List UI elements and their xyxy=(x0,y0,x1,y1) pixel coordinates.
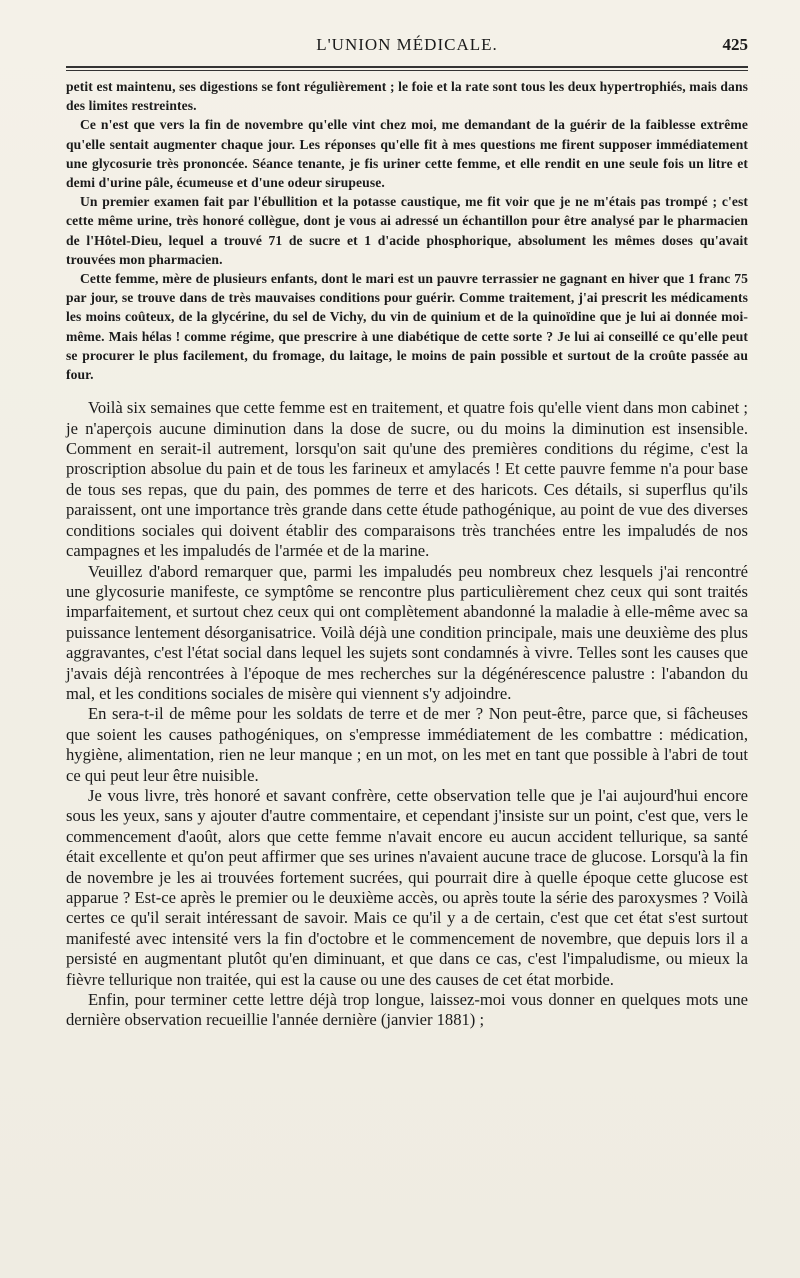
paragraph: Ce n'est que vers la fin de novembre qu'elle vint chez moi, me demandant de la guérir de la faiblesse extrême qu'elle sentait augmenter chaque jour. Les réponses qu'elle fit à mes questions me firent supposer immédiatement une glycosurie très prononcée. Séance tenante, je fis uriner cette femme, et elle rendit en une seule fois un litre et demi d'urine pâle, écumeuse et d'une odeur sirupeuse. xyxy=(66,117,748,191)
paragraph: Veuillez d'abord remarquer que, parmi les impaludés peu nombreux chez lesquels j'ai rencontré une glycosurie manifeste, ce symptôme se rencontre plus particulièrement chez ceux qui sont traités imparfaitement, et surtout chez ceux qui ont complètement abandonné la maladie à elle-même avec sa puissance lentement désorganisatrice. Voilà déjà une condition principale, mais une deuxième des plus aggravantes, c'est l'état social dans lequel les sujets sont condamnés à vivre. Telles sont les causes que j'avais déjà rencontrées à l'époque de mes recherches sur la dégénérescence palustre : l'abandon du mal, et les conditions sociales de misère qui viennent s'y adjoindre. xyxy=(66,561,748,703)
small-print-section xyxy=(66,77,748,384)
main-text-section xyxy=(66,398,748,1031)
paragraph: Un premier examen fait par l'ébullition et la potasse caustique, me fit voir que je ne m'étais pas trompé ; c'est cette même urine, très honoré collègue, dont je vous ai adressé un échantillon pour être analysé par le pharmacien de l'Hôtel-Dieu, lequel a trouvé 71 de sucre et 1 d'acide phosphorique, absolument les mêmes doses qu'avait trouvées mon pharmacien. xyxy=(66,194,748,267)
running-header xyxy=(66,28,748,62)
page-number: 425 xyxy=(722,35,748,54)
header-rule-thin xyxy=(66,70,748,71)
paragraph: petit est maintenu, ses digestions se font régulièrement ; le foie et la rate sont tous les deux hypertrophiés, mais dans des limites restreintes. xyxy=(66,79,748,114)
paragraph: Enfin, pour terminer cette lettre déjà trop longue, laissez-moi vous donner en quelques mots une dernière observation recueillie l'année dernière (janvier 1881) ; xyxy=(66,990,748,1030)
header-rule xyxy=(66,66,748,68)
journal-title: L'UNION MÉDICALE. xyxy=(316,35,498,54)
paragraph: En sera-t-il de même pour les soldats de terre et de mer ? Non peut-être, parce que, si fâcheuses que soient les causes pathogéniques, on s'empresse immédiatement de les combattre : médication, hygiène, alimentation, rien ne leur manque ; en un mot, on les met en tant que possible à l'abri de tout ce qui peut leur être nuisible. xyxy=(66,704,748,785)
paragraph: Cette femme, mère de plusieurs enfants, dont le mari est un pauvre terrassier ne gagnant en hiver que 1 franc 75 par jour, se trouve dans de très mauvaises conditions pour guérir. Comme traitement, j'ai prescrit les médicaments les moins coûteux, de la glycérine, du sel de Vichy, du vin de quinium et de la quinoïdine que je lui ai donnée moi-même. Mais hélas ! comme régime, que prescrire à une diabétique de cette sorte ? Je lui ai conseillé ce qu'elle peut se procurer le plus facilement, du fromage, du laitage, le moins de pain possible et surtout de la croûte passée au four. xyxy=(66,271,748,383)
paragraph: Je vous livre, très honoré et savant confrère, cette observation telle que je l'ai aujourd'hui encore sous les yeux, sans y ajouter d'autre commentaire, et cependant j'insiste sur un point, c'est que, vers le commencement d'août, alors que cette femme n'avait encore eu aucun accident tellurique, sa santé était excellente et qu'on peut affirmer que ses urines n'avaient aucune trace de glucose. Lorsqu'à la fin de novembre je les ai trouvées fortement sucrées, qui pourrait dire à quelle époque cette glucose est apparue ? Est-ce après le premier ou le deuxième accès, ou après toute la série des paroxysmes ? Voilà certes ce qu'il serait intéressant de savoir. Mais ce qu'il y a de certain, c'est que cet état s'est surtout manifesté avec intensité vers la fin d'octobre et le commencement de novembre, que depuis lors il a persisté en augmentant plutôt qu'en diminuant, et que dans ce cas, c'est l'impaludisme, ou mieux la fièvre tellurique non traitée, qui est la cause ou une des causes de cet état morbide. xyxy=(66,785,748,989)
paragraph: Voilà six semaines que cette femme est en traitement, et quatre fois qu'elle vient dans mon cabinet ; je n'aperçois aucune diminution dans la dose de sucre, ou du moins la diminution est insensible. Comment en serait-il autrement, lorsqu'on sait qu'une des premières conditions du régime, c'est la proscription absolue du pain et de tous les farineux et amylacés ! Et cette pauvre femme n'a pour base de tous ses repas, que du pain, des pommes de terre et des haricots. Ces détails, si superflus qu'ils paraissent, ont une importance très grande dans cette étude pathogénique, au point de vue des diverses conditions sociales qui doivent établir des comparaisons très tranchées entre les impaludés de nos campagnes et les impaludés de l'armée et de la marine. xyxy=(66,398,748,561)
